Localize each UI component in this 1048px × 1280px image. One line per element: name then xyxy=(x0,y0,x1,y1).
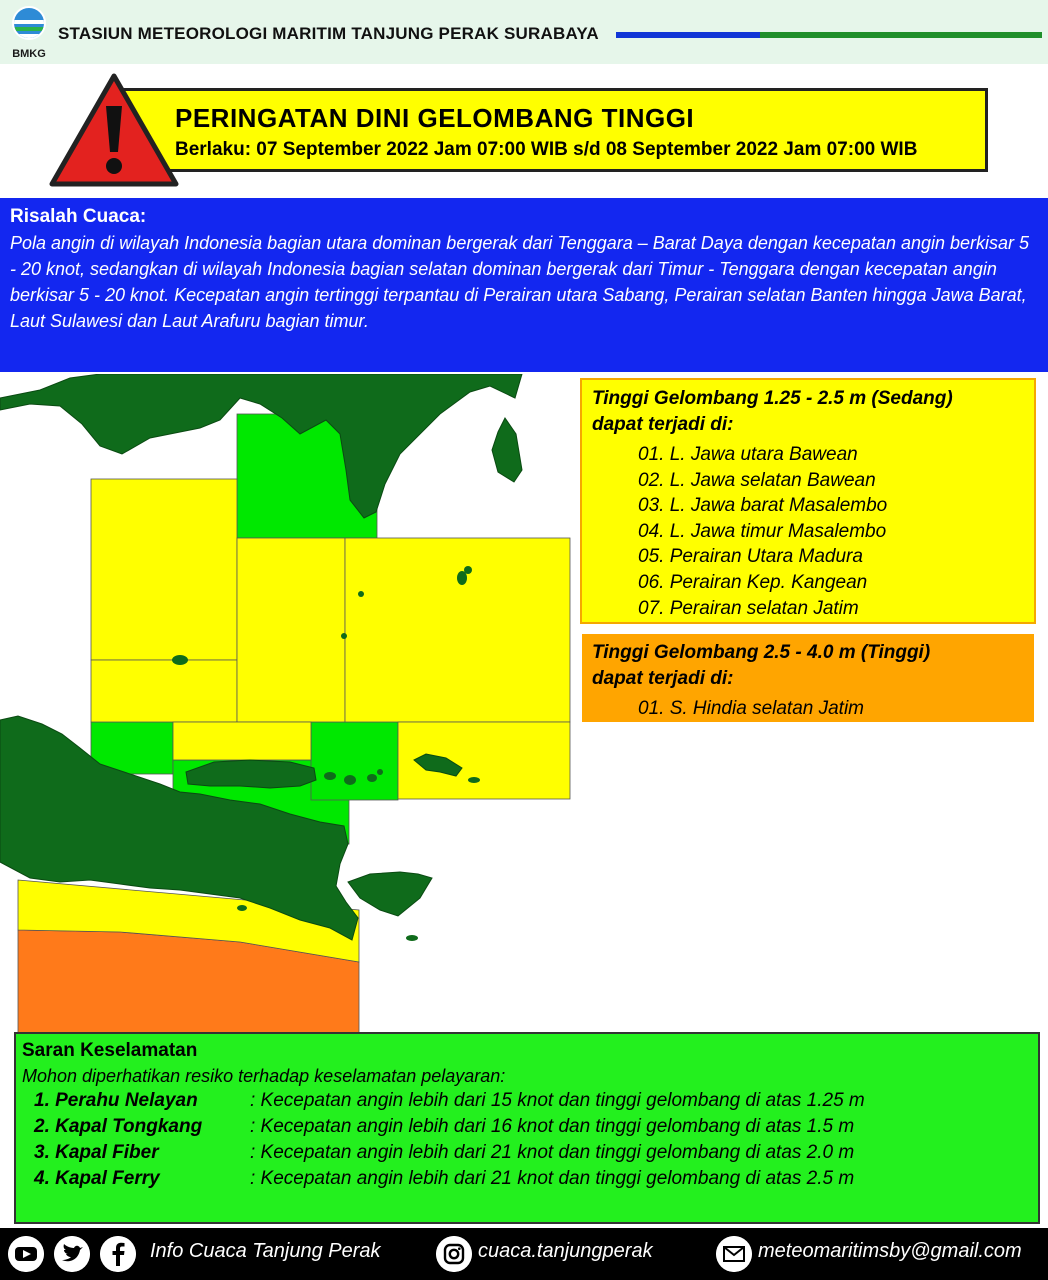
legend-sedang-item: 05. Perairan Utara Madura xyxy=(638,546,863,568)
youtube-icon[interactable] xyxy=(8,1236,44,1272)
weather-summary-heading: Risalah Cuaca: xyxy=(10,206,147,227)
land-islet-1 xyxy=(358,591,364,597)
legend-sedang-item: 07. Perairan selatan Jatim xyxy=(638,597,859,619)
warning-validity: Berlaku: 07 September 2022 Jam 07:00 WIB s/d 08 September 2022 Jam 07:00 WIB xyxy=(175,139,918,160)
safety-row xyxy=(22,1140,1032,1166)
legend-sedang-item: 01. L. Jawa utara Bawean xyxy=(638,444,858,465)
safety-advice xyxy=(14,1032,1040,1224)
legend-tinggi xyxy=(580,632,1036,724)
land-bawean xyxy=(172,655,188,665)
zone-utara-madura xyxy=(173,722,311,760)
legend-tinggi-item: 01. S. Hindia selatan Jatim xyxy=(638,698,865,719)
footer-instagram-text[interactable]: cuaca.tanjungperak xyxy=(478,1240,653,1262)
vessel-threshold: : Kecepatan angin lebih dari 21 knot dan tinggi gelombang di atas 2.5 m xyxy=(250,1168,855,1189)
legend-sedang-item: 04. L. Jawa timur Masalembo xyxy=(638,520,887,542)
footer-email-text[interactable]: meteomaritimsby@gmail.com xyxy=(758,1240,1022,1262)
land-sapudi-2 xyxy=(344,775,356,785)
legend-sedang-item: 02. L. Jawa selatan Bawean xyxy=(638,469,876,491)
safety-row xyxy=(22,1088,1032,1114)
legend-sedang-heading: Tinggi Gelombang 1.25 - 2.5 m (Sedang) xyxy=(592,388,953,409)
header-bar xyxy=(0,0,1048,64)
land-sapudi-3 xyxy=(367,774,377,782)
land-sapudi-4 xyxy=(377,769,383,775)
header-line-blue xyxy=(616,32,760,38)
logo-text: BMKG xyxy=(12,48,46,60)
station-name: STASIUN METEOROLOGI MARITIM TANJUNG PERAK SURABAYA xyxy=(58,24,599,43)
header-line-green xyxy=(760,32,1042,38)
weather-summary-text: Pola angin di wilayah Indonesia bagian utara dominan bergerak dari Tenggara – Barat Daya dengan kecepatan angin berkisar 5 - 20 knot, sedangkan di wilayah Indonesia bagian selatan dominan bergerak dari Timur - Tenggara dengan kecepatan angin berkisar 5 - 20 knot. Kecepatan angin tertinggi terpantau di Perairan utara Sabang, Perairan selatan Banten hingga Jawa Barat, Laut Sulawesi dan Laut Arafuru bagian timur. xyxy=(10,233,1030,331)
land-masalembo-2 xyxy=(464,566,472,574)
vessel-threshold: : Kecepatan angin lebih dari 16 knot dan tinggi gelombang di atas 1.5 m xyxy=(250,1116,855,1137)
legend-sedang xyxy=(580,378,1036,624)
zone-jawa-selatan-bawean xyxy=(91,660,237,722)
warning-banner xyxy=(120,88,988,172)
land-nusa-penida xyxy=(406,935,418,941)
safety-row xyxy=(22,1114,1032,1140)
legend-tinggi-subheading: dapat terjadi di: xyxy=(592,668,734,689)
zone-green-east xyxy=(311,722,398,800)
vessel-name: 4. Kapal Ferry xyxy=(34,1168,160,1189)
facebook-icon[interactable] xyxy=(100,1236,136,1272)
safety-row xyxy=(22,1166,1032,1192)
legend-tinggi-heading: Tinggi Gelombang 2.5 - 4.0 m (Tinggi) xyxy=(592,642,931,663)
weather-summary xyxy=(0,198,1048,372)
vessel-threshold: : Kecepatan angin lebih dari 15 knot dan tinggi gelombang di atas 1.25 m xyxy=(250,1090,865,1111)
warning-title: PERINGATAN DINI GELOMBANG TINGGI xyxy=(175,103,695,133)
legend-sedang-item: 06. Perairan Kep. Kangean xyxy=(638,571,868,593)
zone-jawa-barat-masalembo xyxy=(237,538,345,722)
wave-height-map xyxy=(0,374,580,1034)
land-kangean-small xyxy=(468,777,480,783)
bmkg-logo xyxy=(6,4,52,62)
footer-info-text[interactable]: Info Cuaca Tanjung Perak xyxy=(150,1240,381,1262)
vessel-name: 3. Kapal Fiber xyxy=(34,1142,159,1163)
vessel-name: 2. Kapal Tongkang xyxy=(34,1116,203,1137)
land-islet-3 xyxy=(237,905,247,911)
vessel-name: 1. Perahu Nelayan xyxy=(34,1090,198,1111)
legend-sedang-item: 03. L. Jawa barat Masalembo xyxy=(638,495,888,517)
land-sapudi-1 xyxy=(324,772,336,780)
twitter-icon[interactable] xyxy=(54,1236,90,1272)
safety-advice-intro: Mohon diperhatikan resiko terhadap keselamatan pelayaran: xyxy=(22,1066,506,1086)
footer-bar xyxy=(0,1228,1048,1280)
land-islet-2 xyxy=(341,633,347,639)
email-icon[interactable] xyxy=(716,1236,752,1272)
safety-advice-heading: Saran Keselamatan xyxy=(22,1040,198,1061)
legend-sedang-subheading: dapat terjadi di: xyxy=(592,414,734,435)
zone-jawa-timur-masalembo xyxy=(345,538,570,722)
zone-jawa-utara-bawean xyxy=(91,479,237,660)
instagram-icon[interactable] xyxy=(436,1236,472,1272)
warning-triangle-icon xyxy=(48,70,180,190)
vessel-threshold: : Kecepatan angin lebih dari 21 knot dan tinggi gelombang di atas 2.0 m xyxy=(250,1142,855,1163)
